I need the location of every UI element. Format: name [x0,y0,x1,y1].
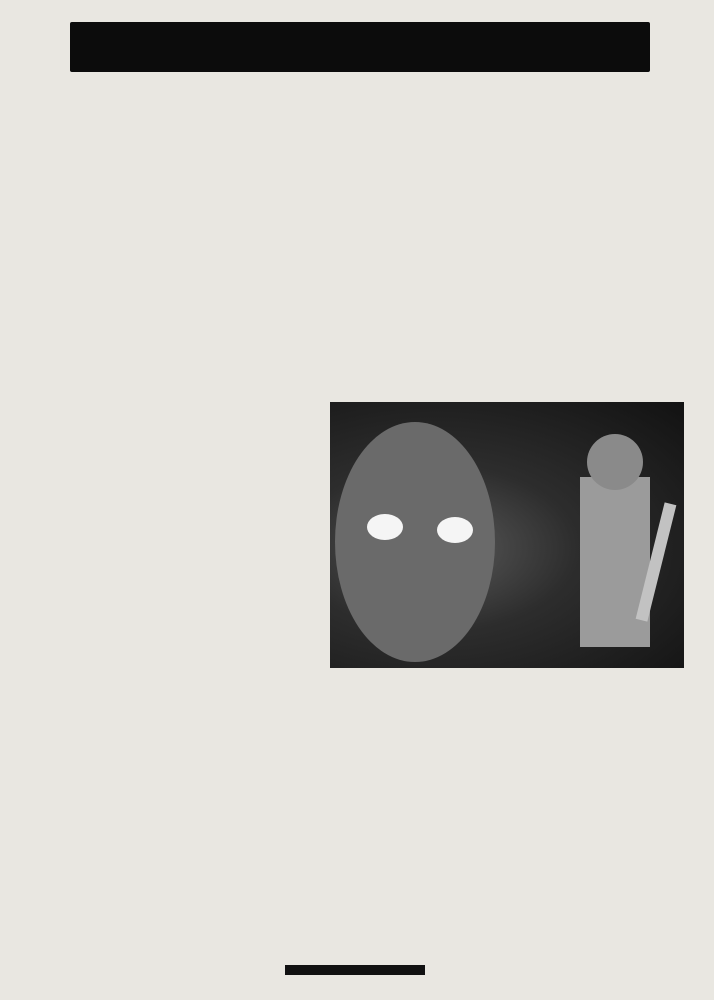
projected-face-shape [335,422,495,662]
column-text-block-4 [60,350,356,650]
projected-eye-right [437,517,473,543]
saxophonist-figure [580,477,650,647]
column-text-block-3 [40,80,150,350]
column-text-block-7 [395,654,700,954]
concert-photo [330,402,684,668]
projected-eye-left [367,514,403,540]
headline-main [305,70,383,335]
bottom-black-bar [285,965,425,975]
column-text-block-2 [472,82,704,382]
header-band [70,22,650,72]
column-text-block-5 [215,652,365,922]
saxophonist-head [587,434,643,490]
